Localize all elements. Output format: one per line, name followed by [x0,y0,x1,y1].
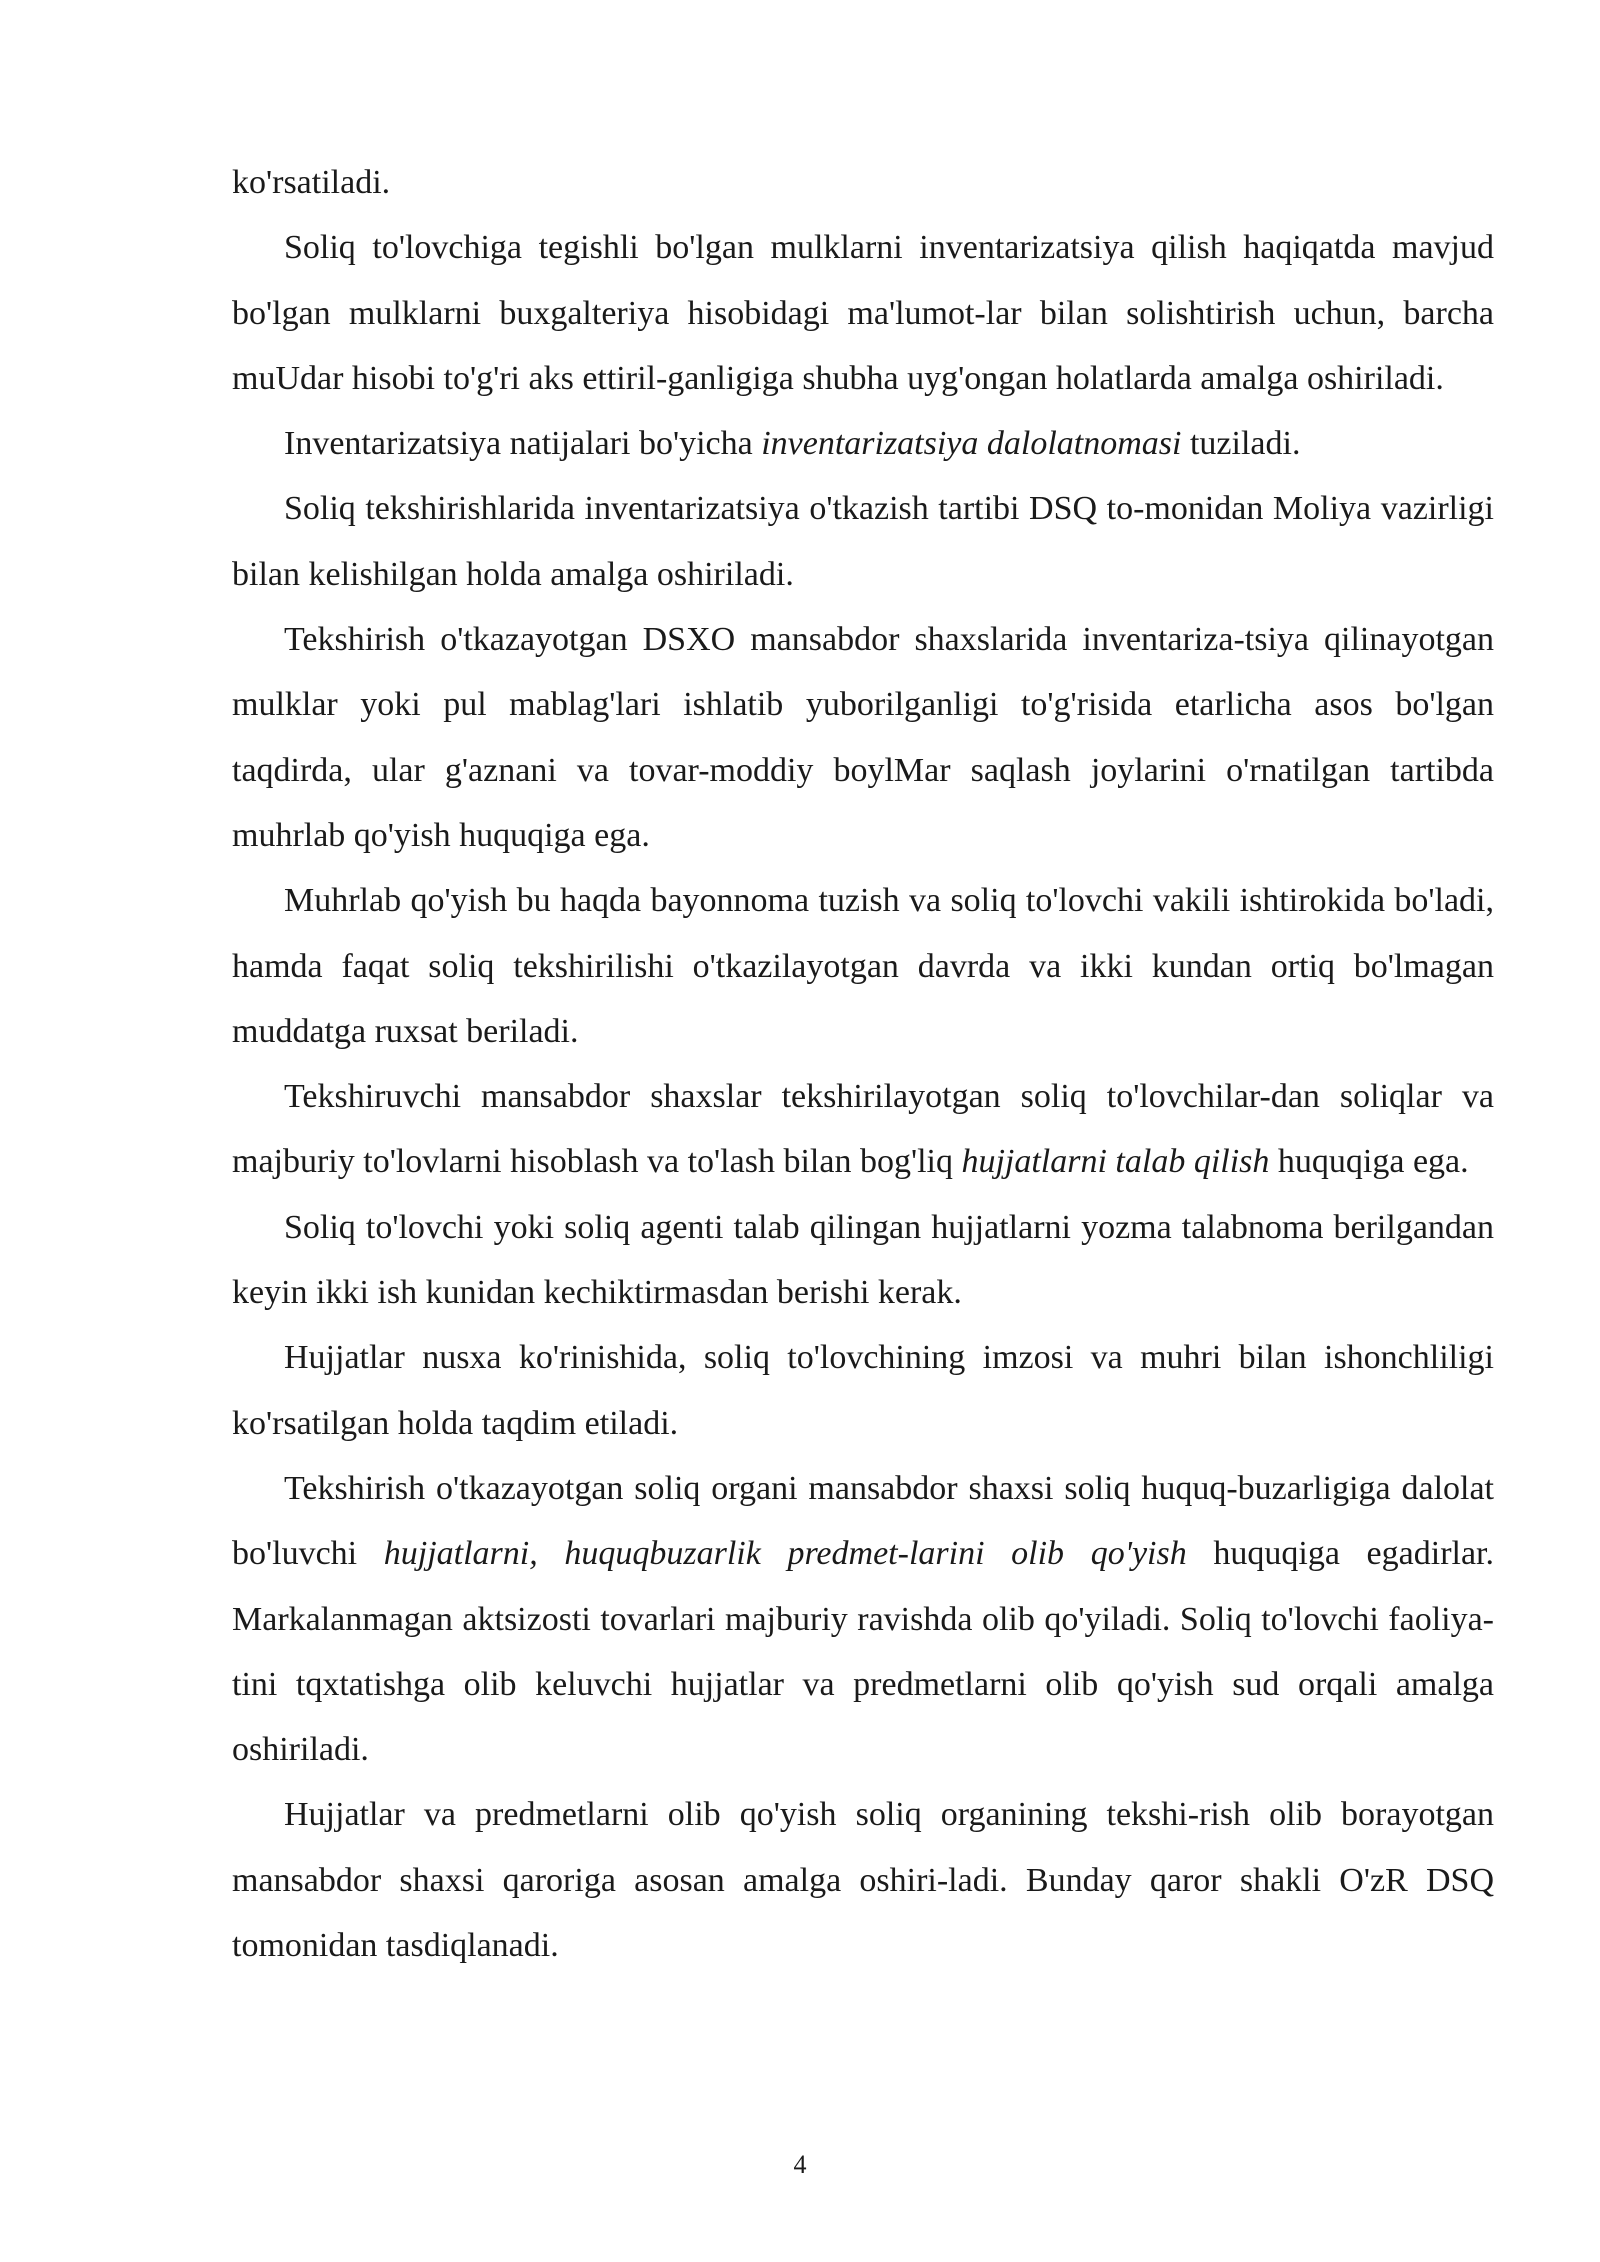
paragraph [232,607,1494,868]
paragraph-text: Tekshirish o'tkazayotgan DSXO mansabdor shaxslarida inventariza-tsiya qilinayotgan mulklar yoki pul mablag'lari ishlatib yuborilganligi to'g'risida etarlicha asos bo'lgan taqdirda, ular g'aznani va tovar-moddiy boylMar saqlash joylarini o'rnatilgan tartibda muhrlab qo'yish huquqiga ega. [232,621,1494,854]
paragraph [232,476,1494,607]
paragraph-text: Soliq to'lovchiga tegishli bo'lgan mulklarni inventarizatsiya qilish haqiqatda mavjud bo'lgan mulklarni buxgalteriya hisobidagi ma'lumot-lar bilan solishtirish uchun, barcha muUdar hisobi to'g'ri aks ettiril-ganligiga shubha uyg'ongan holatlarda amalga oshiriladi. [232,229,1494,397]
paragraph [232,215,1494,411]
paragraph-text: tuziladi. [1181,425,1301,463]
paragraph [232,1325,1494,1456]
paragraph [232,1456,1494,1782]
page-number: 4 [793,2150,807,2179]
paragraph-text: huquqiga ega. [1269,1143,1469,1181]
paragraph-text: ko'rsatiladi. [232,164,391,201]
italic-text: hujjatlarni, huquqbuzarlik predmet-larini olib qo'yish [383,1535,1187,1573]
paragraph-text: Soliq to'lovchi yoki soliq agenti talab qilingan hujjatlarni yozma talabnoma berilgandan keyin ikki ish kunidan kechiktirmasdan berishi kerak. [232,1208,1494,1312]
paragraph-text: Hujjatlar nusxa ko'rinishida, soliq to'lovchining imzosi va muhri bilan ishonchliligi ko'rsatilgan holda taqdim etiladi. [232,1339,1494,1442]
italic-text: hujjatlarni talab qilish [961,1143,1270,1181]
paragraph-text: Muhrlab qo'yish bu haqda bayonnoma tuzish va soliq to'lovchi vakili ishtirokida bo'ladi, hamda faqat soliq tekshirilishi o'tkazilayotgan davrda va ikki kundan ortiq bo'lmagan muddatga ruxsat beriladi. [232,882,1494,1050]
paragraph [232,1195,1494,1326]
document-body [232,150,1494,1978]
paragraph-text: Tekshiruvchi mansabdor shaxslar tekshirilayotgan soliq to'lovchilar-dan soliqlar va majburiy to'lovlarni hisoblash va to'lash bilan bog'liq [232,1078,1494,1181]
paragraph [232,868,1494,1064]
paragraph-text: huquqiga egadirlar. Markalanmagan aktsizosti tovarlari majburiy ravishda olib qo'yiladi. Soliq to'lovchi faoliya-tini tqxtatishga olib keluvchi hujjatlar va predmetlarni olib qo'yish sud orqali amalga oshiriladi. [232,1535,1494,1769]
italic-text: inventarizatsiya dalolatnomasi [761,425,1182,463]
paragraph [232,150,1494,215]
paragraph-text: Tekshirish o'tkazayotgan soliq organi mansabdor shaxsi soliq huquq-buzarligiga dalolat bo'luvchi [232,1469,1494,1573]
paragraph [232,1782,1494,1978]
paragraph-text: Hujjatlar va predmetlarni olib qo'yish soliq organining tekshi-rish olib borayotgan mansabdor shaxsi qaroriga asosan amalga oshiri-ladi. Bunday qaror shakli O'zR DSQ tomonidan tasdiqlanadi. [232,1796,1494,1965]
paragraph-text: Soliq tekshirishlarida inventarizatsiya o'tkazish tartibi DSQ to-monidan Moliya vazirligi bilan kelishilgan holda amalga oshiriladi. [232,490,1494,593]
paragraph-text: Inventarizatsiya natijalari bo'yicha [284,425,762,463]
paragraph [232,1064,1494,1195]
paragraph [232,411,1494,476]
